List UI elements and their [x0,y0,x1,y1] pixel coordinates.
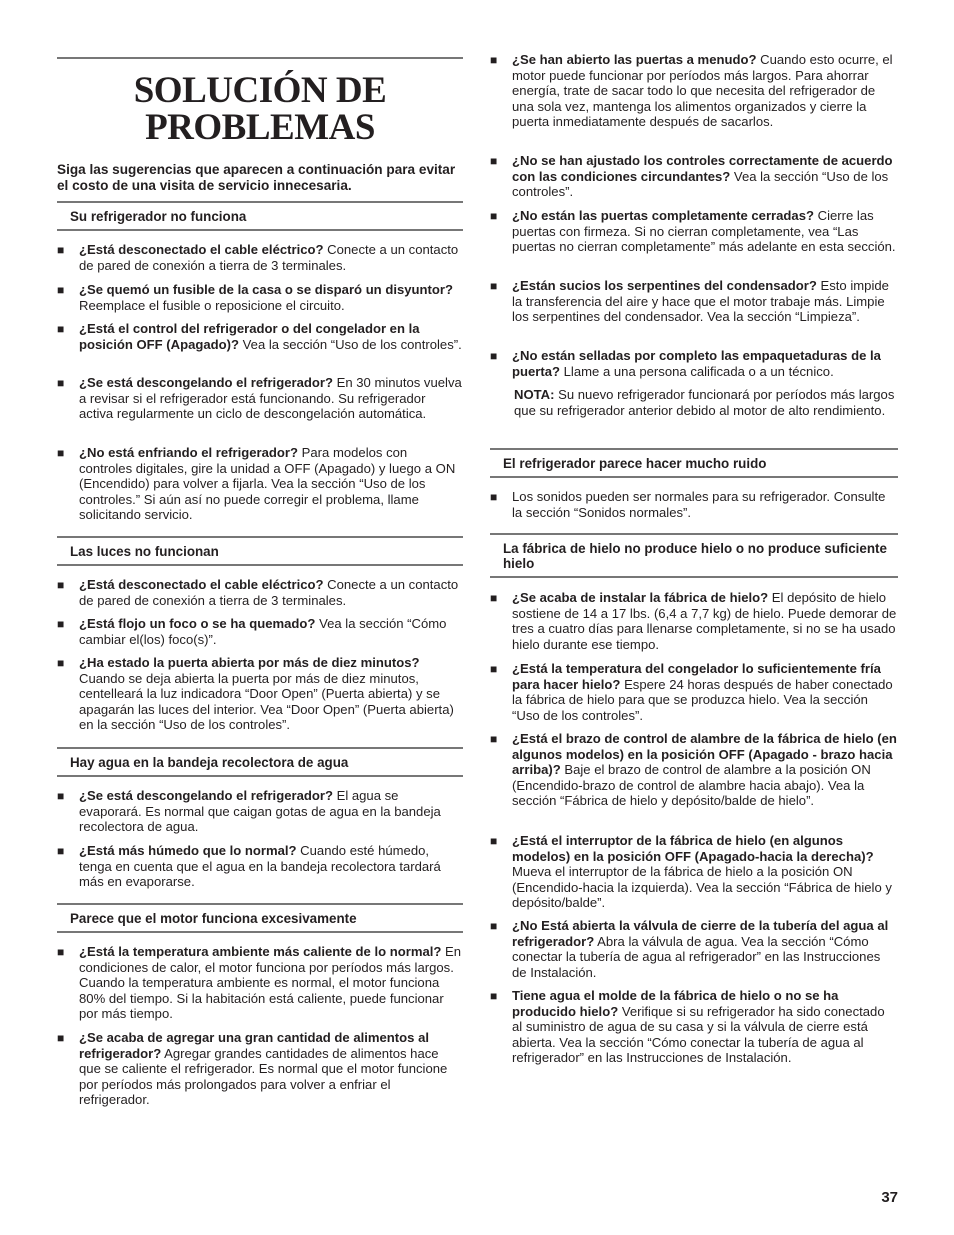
list-item: ■ ¿Están sucios los serpentines del condensador? Esto impide la transferencia del aire y hace que el motor trabaje más. Limpie los serpentines del condensador. Vea la sección “Limpieza”. [490,278,889,325]
list-item: ■ ¿No se han ajustado los controles correctamente de acuerdo con las condiciones circundantes? Vea la sección “Uso de los controles”. [490,153,893,200]
section-heading-refrigerator-not-working: Su refrigerador no funciona [57,201,463,231]
list-item: ■ ¿Está desconectado el cable eléctrico? Conecte a un contacto de pared de conexión a tierra de 3 terminales. [57,242,459,273]
section-heading-icemaker-not-producing: La fábrica de hielo no produce hielo o no produce suficiente hielo [490,533,898,578]
list-item: ■ ¿Está más húmedo que lo normal? Cuando esté húmedo, tenga en cuenta que el agua en la bandeja recolectora tardará más en evaporarse. [57,843,441,890]
bullet-icon: ■ [490,919,498,933]
bullet-icon: ■ [57,844,65,858]
list-item: ■ ¿Ha estado la puerta abierta por más de diez minutos? Cuando se deja abierta la puerta por más de diez minutos, centelleará la luz indicadora “Door Open” (Puerta abierta) y se apagarán las luces del interior. Vea “Door Open” (Puerta abierta) en la sección “Uso de los controles”. [57,655,454,733]
list-item: ■ ¿Está desconectado el cable eléctrico? Conecte a un contacto de pared de conexión a tierra de 3 terminales. [57,577,459,608]
list-item: ■ ¿No Está abierta la válvula de cierre de la tubería del agua al refrigerador? Abra la válvula de agua. Vea la sección “Cómo conectar la tubería de agua al refrigerador” en las Instrucciones de Instalación. [490,918,889,980]
list-item: ■ Tiene agua el molde de la fábrica de hielo o no se ha producido hielo? Verifique si su refrigerador ha sido conectado al suministro de agua de su casa y si la válvula de cierre está abierta. Vea la sección “Cómo conectar la tubería de agua al refrigerador” en las Instrucciones de Instalación. [490,988,885,1066]
list-item: ■ Los sonidos pueden ser normales para su refrigerador. Consulte la sección “Sonidos normales”. [490,489,886,520]
section-heading-lights-not-working: Las luces no funcionan [57,536,463,566]
list-item: ■ ¿Se está descongelando el refrigerador? En 30 minutos vuelva a revisar si el refrigerador está funcionando. Su refrigerador activa regularmente un ciclo de descongelación automática. [57,375,462,422]
bullet-icon: ■ [57,578,65,592]
list-item: ■ ¿Está flojo un foco o se ha quemado? Vea la sección “Cómo cambiar el(los) foco(s)”. [57,616,447,647]
bullet-icon: ■ [57,656,65,670]
top-rule [57,57,463,59]
list-item: ■ ¿Se acaba de agregar una gran cantidad de alimentos al refrigerador? Agregar grandes cantidades de alimentos hace que se caliente el refrigerador. Es normal que el motor funcione por períodos más prolongados para volver a enfriar el refrigerador. [57,1030,448,1108]
note-paragraph: NOTA: Su nuevo refrigerador funcionará por períodos más largos que su refrigerador anterior debido al motor de alto rendimiento. [514,387,895,418]
bullet-icon: ■ [57,789,65,803]
bullet-icon: ■ [490,662,498,676]
bullet-icon: ■ [57,243,65,257]
section-heading-motor-runs-too-much: Parece que el motor funciona excesivamente [57,903,463,933]
list-item: ■ ¿Se acaba de instalar la fábrica de hielo? El depósito de hielo sostiene de 14 a 17 lbs. (6,4 a 7,7 kg) de hielo. Puede demorar de tres a cuatro días para llenarse completamente, si no se ha usado hielo durante ese tiempo. [490,590,897,652]
list-item: ■ ¿No está enfriando el refrigerador? Para modelos con controles digitales, gire la unidad a OFF (Apagado) y luego a ON (Encendido) para volver a fijarla. Vea la sección “Uso de los controles.” Si aún así no puede corregir el problema, llame solicitando servicio. [57,445,456,523]
bullet-icon: ■ [490,732,498,746]
list-item: ■ ¿Está la temperatura del congelador lo suficientemente fría para hacer hielo? Espere 24 horas después de haber conectado la fábrica de hielo para que se produzca hielo. Vea la sección “Uso de los controles”. [490,661,893,723]
bullet-icon: ■ [490,989,498,1003]
list-item: ■ ¿Se quemó un fusible de la casa o se disparó un disyuntor? Reemplace el fusible o reposicione el circuito. [57,282,453,313]
list-item: ■ ¿Está el brazo de control de alambre de la fábrica de hielo (en algunos modelos) en la posición OFF (Apagado - brazo hacia arriba)? Baje el brazo de control de alambre a la posición ON (Encendido-brazo de control de alambre hacia abajo). Vea la sección “Fábrica de hielo y depósito/balde de hielo”. [490,731,897,809]
bullet-icon: ■ [490,591,498,605]
list-item: ■ ¿Está el interruptor de la fábrica de hielo (en algunos modelos) en la posición OFF (Apagado-hacia la derecha)? Mueva el interruptor de la fábrica de hielo a la posición ON (Encendido-hacia la izquierda). Vea la sección “Fábrica de hielo y depósito/balde”. [490,833,892,911]
list-item: ■ ¿Se está descongelando el refrigerador? El agua se evaporará. Es normal que caigan gotas de agua en la bandeja recolectora de agua. [57,788,441,835]
section-heading-water-in-drip-pan: Hay agua en la bandeja recolectora de agua [57,747,463,777]
bullet-icon: ■ [490,834,498,848]
bullet-icon: ■ [490,490,498,504]
bullet-icon: ■ [490,209,498,223]
list-item: ■ ¿Está la temperatura ambiente más caliente de lo normal? En condiciones de calor, el motor funciona por períodos más largos. Cuando la temperatura ambiente es normal, el motor funciona 80% del tiempo. Si la habitación está caliente, puede funcionar por más tiempo. [57,944,462,1022]
list-item: ■ ¿Se han abierto las puertas a menudo? Cuando esto ocurre, el motor puede funcionar por períodos más largos. Para ahorrar energía, trate de sacar todo lo que necesita del refrigerador de una sola vez, mantenga los alimentos organizados y cierre la puerta inmediatamente después de sacarlos. [490,52,893,130]
bullet-icon: ■ [57,446,65,460]
bullet-icon: ■ [57,945,65,959]
page-number: 37 [881,1189,898,1206]
title-line-1: SOLUCIÓN DE [133,70,387,111]
bullet-icon: ■ [57,617,65,631]
list-item: ■ ¿No están las puertas completamente cerradas? Cierre las puertas con firmeza. Si no cierran completamente, vea “Las puertas no cierran completamente” más adelante en esta sección. [490,208,896,255]
list-item: ■ ¿No están selladas por completo las empaquetaduras de la puerta? Llame a una persona calificada o a un técnico. [490,348,881,379]
bullet-icon: ■ [490,349,498,363]
bullet-icon: ■ [490,154,498,168]
page-title [57,72,463,146]
bullet-icon: ■ [57,376,65,390]
title-line-2: PROBLEMAS [145,107,375,148]
bullet-icon: ■ [490,53,498,67]
bullet-icon: ■ [57,322,65,336]
bullet-icon: ■ [57,1031,65,1045]
intro-text: Siga las sugerencias que aparecen a continuación para evitar el costo de una visita de servicio innecesaria. [57,162,456,193]
bullet-icon: ■ [490,279,498,293]
list-item: ■ ¿Está el control del refrigerador o del congelador en la posición OFF (Apagado)? Vea la sección “Uso de los controles”. [57,321,462,352]
section-heading-refrigerator-noisy: El refrigerador parece hacer mucho ruido [490,448,898,478]
bullet-icon: ■ [57,283,65,297]
